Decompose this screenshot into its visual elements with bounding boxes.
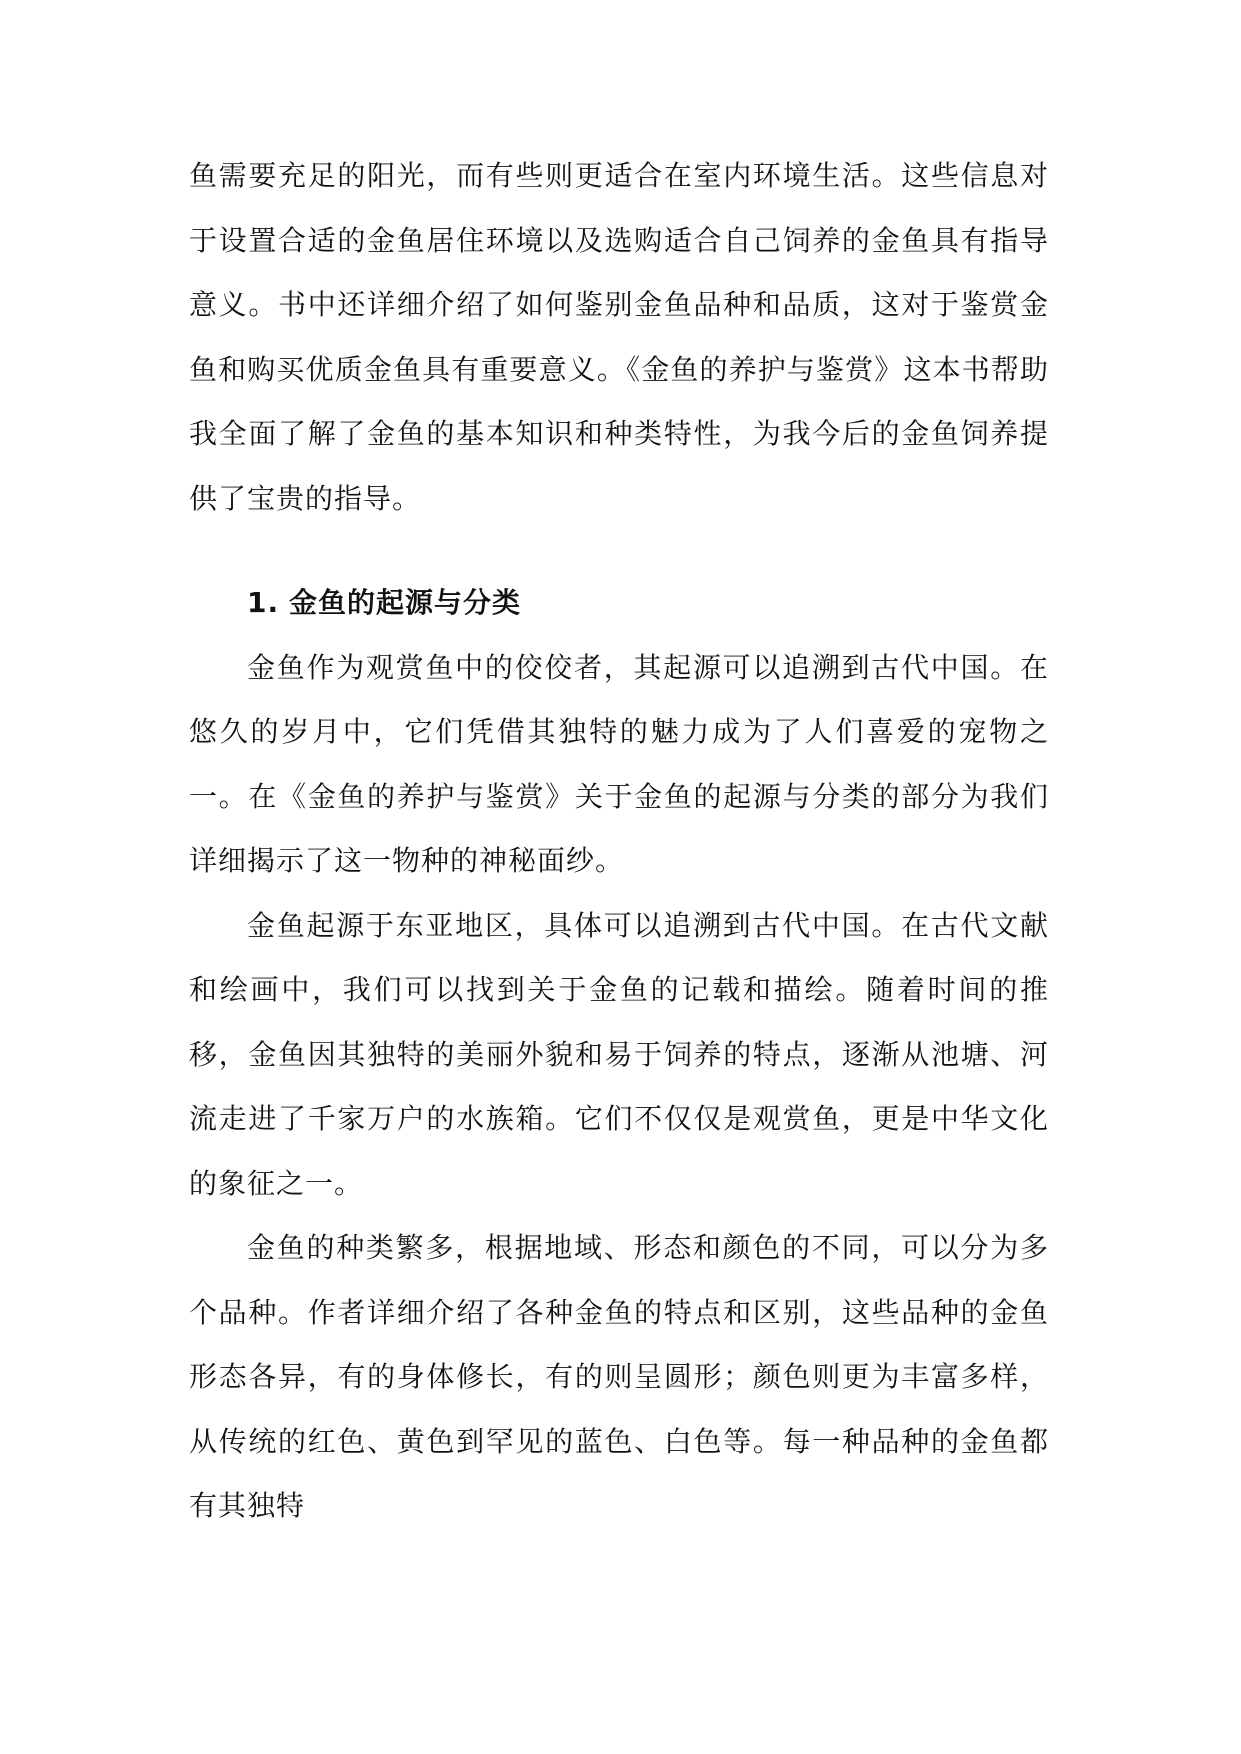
- continuation-paragraph: 鱼需要充足的阳光，而有些则更适合在室内环境生活。这些信息对于设置合适的金鱼居住环境以及选购适合自己饲养的金鱼具有指导意义。书中还详细介绍了如何鉴别金鱼品种和品质，这对于鉴赏金鱼和购买优质金鱼具有重要意义。《金鱼的养护与鉴赏》这本书帮助我全面了解了金鱼的基本知识和种类特性，为我今后的金鱼饲养提供了宝贵的指导。: [189, 159, 1049, 515]
- section-heading: [189, 571, 1049, 636]
- body-paragraph-1: 金鱼作为观赏鱼中的佼佼者，其起源可以追溯到古代中国。在悠久的岁月中，它们凭借其独特的魅力成为了人们喜爱的宠物之一。在《金鱼的养护与鉴赏》关于金鱼的起源与分类的部分为我们详细揭示了这一物种的神秘面纱。: [189, 650, 1049, 877]
- body-paragraph-3: 金鱼的种类繁多，根据地域、形态和颜色的不同，可以分为多个品种。作者详细介绍了各种金鱼的特点和区别，这些品种的金鱼形态各异，有的身体修长，有的则呈圆形；颜色则更为丰富多样，从传统的红色、黄色到罕见的蓝色、白色等。每一种品种的金鱼都有其独特: [189, 1231, 1049, 1522]
- section-number: 1.: [247, 586, 280, 619]
- document-body: [189, 144, 1049, 1539]
- section-title: 金鱼的起源与分类: [289, 586, 522, 619]
- body-paragraph-2: 金鱼起源于东亚地区，具体可以追溯到古代中国。在古代文献和绘画中，我们可以找到关于金鱼的记载和描绘。随着时间的推移，金鱼因其独特的美丽外貌和易于饲养的特点，逐渐从池塘、河流走进了千家万户的水族箱。它们不仅仅是观赏鱼，更是中华文化的象征之一。: [189, 908, 1049, 1200]
